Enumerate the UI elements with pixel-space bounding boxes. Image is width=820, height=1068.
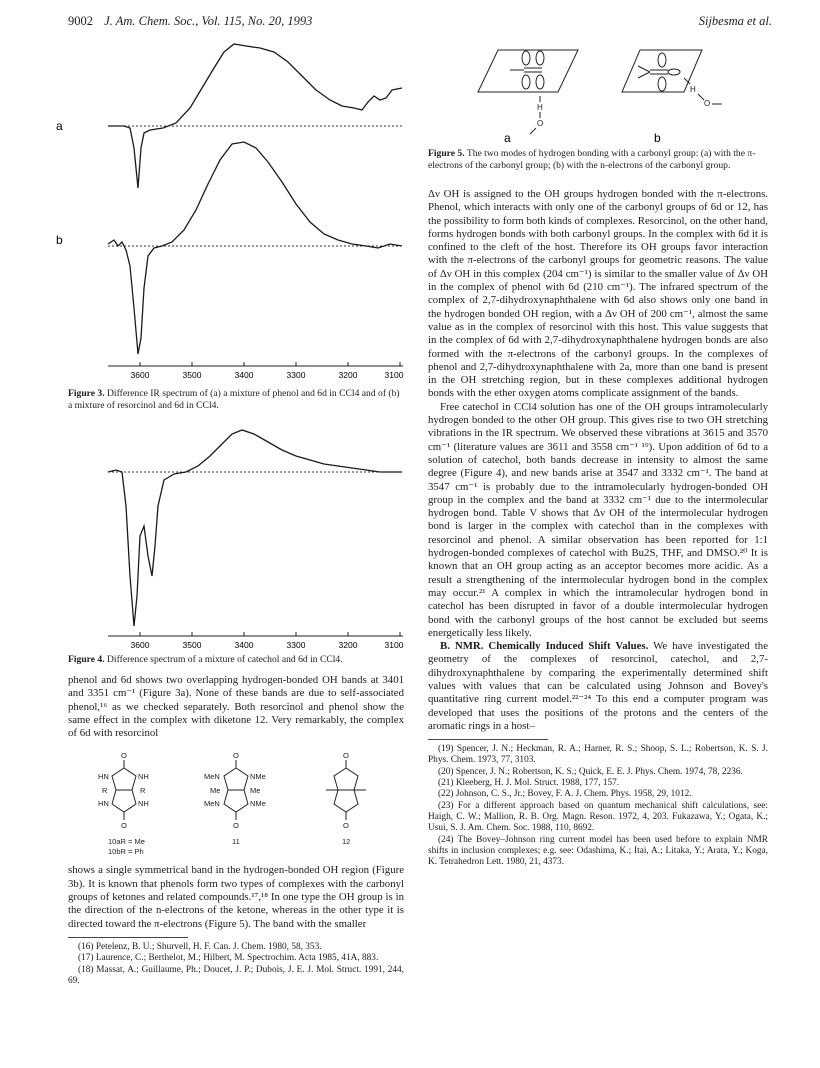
svg-text:O: O bbox=[233, 821, 239, 831]
figure-4-caption-text: Difference spectrum of a mixture of catechol and 6d in CCl4. bbox=[104, 654, 343, 665]
fig4-tick-label: 3400 bbox=[234, 640, 254, 650]
header-left bbox=[68, 14, 312, 29]
svg-text:Me: Me bbox=[250, 786, 261, 796]
structure-12 bbox=[326, 751, 366, 830]
figure-3-caption-text: Difference IR spectrum of (a) a mixture of phenol and 6d in CCl4 and of (b) a mixture of resorcinol and 6d in CCl4. bbox=[68, 388, 400, 411]
figure-5-caption bbox=[428, 148, 768, 172]
svg-text:MeN: MeN bbox=[204, 772, 220, 782]
svg-text:HN: HN bbox=[98, 799, 109, 809]
reference-21: (21) Kleeberg, H. J. Mol. Struct. 1988, 177, 157. bbox=[438, 778, 620, 789]
structure-labels bbox=[108, 837, 350, 856]
figure-5 bbox=[428, 38, 768, 146]
header-authors: Sijbesma et al. bbox=[698, 14, 772, 28]
fig3-tick-label: 3400 bbox=[234, 370, 254, 380]
figure-4-ticks bbox=[140, 632, 400, 636]
journal-citation: J. Am. Chem. Soc., Vol. 115, No. 20, 1993 bbox=[104, 14, 313, 28]
svg-text:O: O bbox=[343, 821, 349, 831]
figure-4-caption-label: Figure 4. bbox=[68, 654, 105, 665]
right-paragraph-3 bbox=[428, 640, 768, 733]
footnote-rule-left bbox=[68, 937, 188, 938]
figure-5-mode-a bbox=[478, 50, 578, 134]
svg-text:H: H bbox=[537, 103, 543, 112]
figure-4 bbox=[68, 426, 404, 652]
svg-text:O: O bbox=[121, 751, 127, 761]
trace-b-label: b bbox=[56, 233, 63, 247]
svg-text:O: O bbox=[537, 119, 544, 128]
structures-drawing bbox=[68, 746, 404, 864]
fig3-tick-label: 3600 bbox=[130, 370, 150, 380]
figure-5-caption-text: The two modes of hydrogen bonding with a carbonyl group: (a) with the π-electrons of the carbonyl group; (b) with the n-electrons of the carbonyl group. bbox=[428, 148, 756, 171]
structure-10b-label: 10bR = Ph bbox=[108, 847, 144, 857]
structure-11 bbox=[204, 751, 266, 830]
left-references bbox=[68, 942, 404, 987]
section-heading-nmr: B. NMR. Chemically Induced Shift Values. bbox=[440, 640, 649, 653]
structure-12-label: 12 bbox=[342, 837, 351, 847]
fig3-tick-label: 3500 bbox=[182, 370, 202, 380]
page-number: 9002 bbox=[68, 14, 93, 28]
fig4-tick-label: 3300 bbox=[286, 640, 306, 650]
figure-5-label-a: a bbox=[504, 131, 511, 145]
figure-4-caption bbox=[68, 654, 404, 666]
left-column bbox=[56, 38, 404, 987]
reference-16: (16) Petelenz, B. U.; Shurvell, H. F. Can. J. Chem. 1980, 58, 353. bbox=[78, 941, 322, 952]
figure-3-tick-labels bbox=[131, 370, 404, 380]
figure-3 bbox=[56, 38, 404, 386]
structure-10a-label: 10aR = Me bbox=[108, 837, 145, 847]
svg-text:R: R bbox=[102, 786, 108, 796]
figure-3-plot bbox=[56, 38, 404, 386]
svg-text:NMe: NMe bbox=[250, 799, 266, 809]
reference-19: (19) Spencer, J. N.; Heckman, R. A.; Harner, R. S.; Shoop, S. L.; Robertson, K. S. J. Phys. Chem. 1973, 77, 3103. bbox=[428, 744, 768, 766]
svg-text:O: O bbox=[704, 99, 711, 108]
structure-11-label: 11 bbox=[232, 837, 240, 847]
trace-catechol bbox=[108, 430, 402, 626]
svg-text:O: O bbox=[121, 821, 127, 831]
figure-5-mode-b bbox=[622, 50, 722, 108]
svg-text:O: O bbox=[233, 751, 239, 761]
svg-text:HN: HN bbox=[98, 772, 109, 782]
figure-3-caption bbox=[68, 388, 404, 412]
fig3-tick-label: 3100 bbox=[384, 370, 404, 380]
figure-3-caption-label: Figure 3. bbox=[68, 388, 105, 399]
reference-23: (23) For a different approach based on quantum mechanical shift calculations, see: Haigh, C. W.; Mallion, R. B. Org. Magn. Reson. 1972, 4, 203. Fukazawa, Y.; Ogata, K.; Usui, S. J. Am. Chem. Soc. 1988, 110, 8692. bbox=[428, 800, 768, 834]
svg-text:Me: Me bbox=[210, 786, 221, 796]
fig4-tick-label: 3100 bbox=[384, 640, 404, 650]
figure-4-tick-labels bbox=[131, 640, 404, 650]
reference-22: (22) Johnson, C. S., Jr.; Bovey, F. A. J. Chem. Phys. 1958, 29, 1012. bbox=[438, 789, 692, 800]
svg-text:MeN: MeN bbox=[204, 799, 220, 809]
fig3-tick-label: 3300 bbox=[286, 370, 306, 380]
figure-5-drawing bbox=[428, 38, 768, 146]
figure-5-label-b: b bbox=[654, 131, 661, 145]
trace-b bbox=[108, 142, 402, 354]
trace-a bbox=[108, 44, 402, 188]
fig3-tick-label: 3200 bbox=[338, 370, 358, 380]
reference-17: (17) Laurence, C.; Berthelot, M.; Hilbert, M. Spectrochim. Acta 1985, 41A, 883. bbox=[78, 953, 379, 964]
footnote-rule-right bbox=[428, 739, 548, 740]
fig4-tick-label: 3600 bbox=[130, 640, 150, 650]
svg-text:H: H bbox=[690, 85, 696, 94]
svg-text:O: O bbox=[343, 751, 349, 761]
figure-5-caption-label: Figure 5. bbox=[428, 148, 465, 159]
left-paragraph-1: phenol and 6d shows two overlapping hydrogen-bonded OH bands at 3401 and 3351 cm⁻¹ (Figure 3a). None of these bands are due to self-associated phenol,¹⁶ as we checked separately. Both resorcinol and phenol show the same effect in the complex with diketone 12. Very remarkably, the complex of 6d with resorcinol bbox=[68, 674, 404, 740]
left-paragraph-2: shows a single symmetrical band in the hydrogen-bonded OH region (Figure 3b). It is known that phenols form two types of complexes with the carbonyl groups of ketones and related compounds.¹⁷,¹⁸ In one type the OH group is in the direction of the n-electrons of the ketone, whereas in the other type it is directed toward the π-electrons (Figure 5). The band with the smaller bbox=[68, 864, 404, 930]
right-column bbox=[428, 38, 768, 868]
right-references bbox=[428, 744, 768, 868]
svg-text:NH: NH bbox=[138, 772, 149, 782]
svg-text:NMe: NMe bbox=[250, 772, 266, 782]
figure-3-ticks bbox=[140, 362, 400, 366]
svg-text:NH: NH bbox=[138, 799, 149, 809]
structure-10 bbox=[98, 751, 149, 830]
svg-text:R: R bbox=[140, 786, 146, 796]
right-paragraph-3-text: We have investigated the geometry of the complexes of resorcinol, catechol, and 2,7-dihydroxynaphthalene by comparing the experimentally determined shift values with values that can be calculated using Johnson and Bovey's quantitative ring current model.²²⁻²⁴ To this end a computer program was developed that uses the positions of the protons and the centers of the aromatic rings in a host– bbox=[428, 640, 768, 732]
reference-18: (18) Massat, A.; Guillaume, Ph.; Doucet, J. P.; Dubois, J. E. J. Mol. Struct. 1991, 244, 69. bbox=[68, 964, 404, 986]
figure-4-plot bbox=[68, 426, 404, 652]
reference-24: (24) The Bovey–Johnson ring current model has been used before to explain NMR shifts in inclusion complexes; e.g. see: Odashima, K.; Itai, A.; Litaka, Y.; Arata, Y.; Koga, K. Tetrahedron Lett. 1980, 21, 4373. bbox=[428, 834, 768, 868]
reference-20: (20) Spencer, J. N.; Robertson, K. S.; Quick, E. E. J. Phys. Chem. 1974, 78, 2236. bbox=[438, 766, 743, 777]
structures-figure bbox=[68, 746, 404, 864]
fig4-tick-label: 3200 bbox=[338, 640, 358, 650]
fig4-tick-label: 3500 bbox=[182, 640, 202, 650]
page-header bbox=[68, 14, 772, 32]
trace-a-label: a bbox=[56, 119, 63, 133]
right-paragraph-1: Δν OH is assigned to the OH groups hydrogen bonded with the π-electrons. Phenol, which interacts with only one of the carbonyl groups of 6d or 12, has the possibility to form both kinds of complexes. Resorcinol, on the other hand, forms hydrogen bonds with both carbonyl groups. In the complex with 6d it is confined to the cleft of the host. Therefore its OH groups favor interaction with the π-electrons of the carbonyl groups for geometric reasons. The value of Δν OH in this complex (204 cm⁻¹) is similar to the smaller value of Δν OH in the complex of phenol with 6d (210 cm⁻¹). The infrared spectrum of the complex of 2,7-dihydroxynaphthalene with 6d also shows only one band in the hydrogen bonded OH region, with a Δν OH of 200 cm⁻¹, almost the same value as in the complex of resorcinol with this host. This value suggests that in the complex of 6d with 2,7-dihydroxynaphthalene hydrogen bonds are also formed with the π-electrons of the carbonyl groups. In the complexes of phenol and 2,7-dihydroxynaphthalene with 2a, more than one band is present in the OH stretching region, but in these complexes additional hydrogen bonds with the ether oxygen atoms complicate assignment of the bands. bbox=[428, 188, 768, 400]
right-paragraph-2: Free catechol in CCl4 solution has one of the OH groups intramolecularly hydrogen bonded to the other OH group. This gives rise to two OH stretching vibrations in the IR spectrum. We observed these vibrations at 3615 and 3570 cm⁻¹ (literature values are 3611 and 3558 cm⁻¹ ¹⁹). Upon addition of 6d to a solution of catechol, both bands decrease in intensity to almost the same degree (Figure 4), and new bands arise at 3547 and 3332 cm⁻¹. The band at 3547 cm⁻¹ is probably due to the intramolecularly hydrogen-bonded OH group in the complex and the band at 3332 cm⁻¹ due to the intermolecular hydrogen bond. Table V shows that Δν OH of the intermolecular hydrogen bond is larger in the complex with catechol than in the complexes with resorcinol and phenol. A similar observation has been reported for 1:1 hydrogen-bonded complexes of catechol with Bu2S, THF, and DMSO.²⁰ It is known that an OH group acting as an acceptor becomes more acidic. As a result a strengthening of the intermolecular hydrogen bond in the complex may occur.²¹ A complex in which the intramolecular hydrogen bond in catechol has been disrupted in favor of a double intermolecular hydrogen bond with the carbonyl groups of the host cannot be excluded but seems energetically less likely. bbox=[428, 400, 768, 639]
